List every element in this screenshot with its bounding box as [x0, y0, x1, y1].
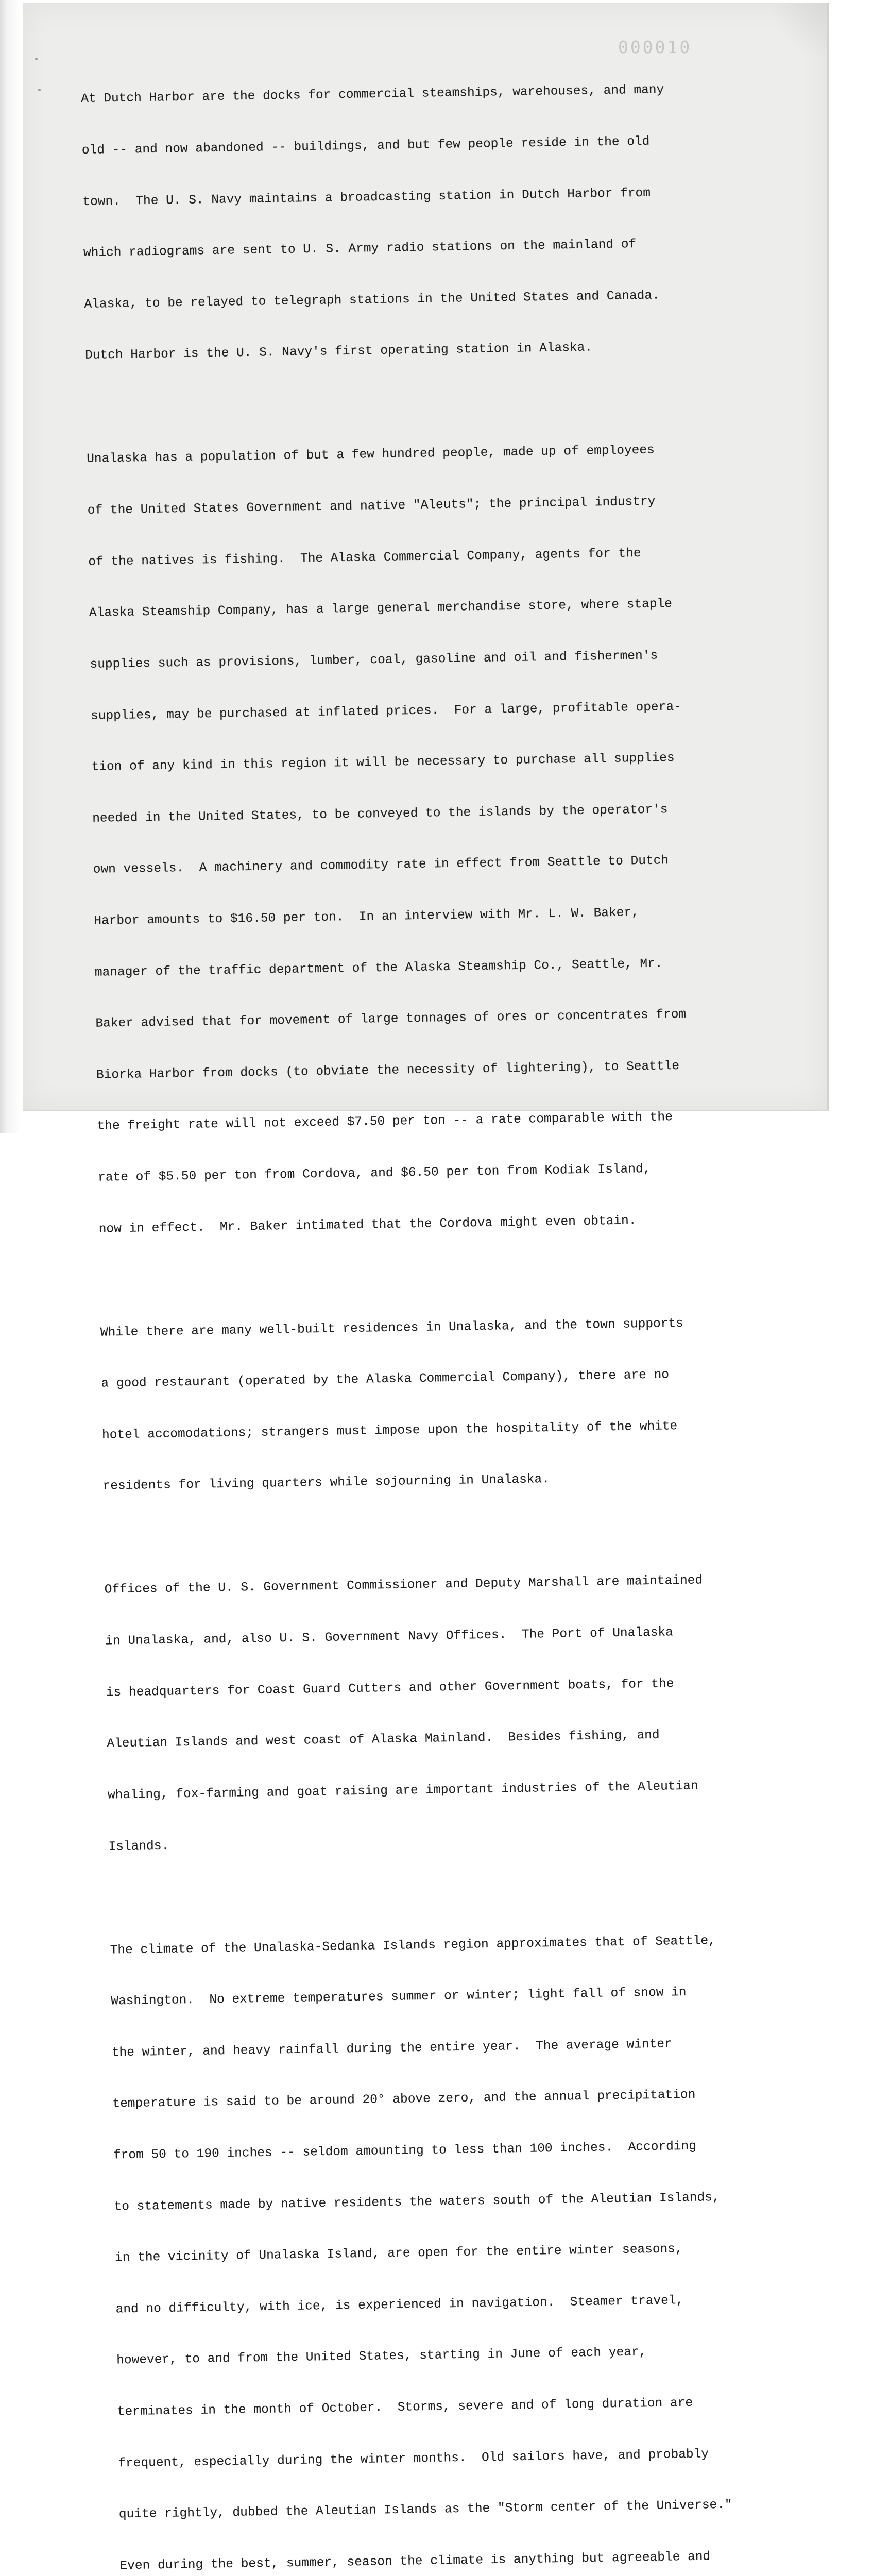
- text-line: residents for living quarters while sojourning in Unalaska.: [102, 1472, 550, 1494]
- text-line: frequent, especially during the winter months. Old sailors have, and probably: [118, 2447, 709, 2471]
- paragraph-unalaska-population: [86, 405, 820, 1272]
- text-line: however, to and from the United States, starting in June of each year,: [116, 2345, 647, 2368]
- text-line: which radiograms are sent to U. S. Army radio stations on the mainland of: [83, 238, 637, 261]
- paragraph-climate: [109, 1896, 847, 2576]
- text-line: now in effect. Mr. Baker intimated that the Cordova might even obtain.: [98, 1213, 637, 1236]
- text-line: to statements made by native residents the waters south of the Aleutian Islands,: [114, 2190, 720, 2214]
- text-line: from 50 to 190 inches -- seldom amounting to less than 100 inches. According: [113, 2139, 697, 2163]
- text-line: At Dutch Harbor are the docks for commercial steamships, warehouses, and many: [81, 83, 664, 107]
- text-line: supplies, may be purchased at inflated prices. For a large, profitable opera-: [90, 700, 681, 723]
- text-line: Harbor amounts to $16.50 per ton. In an interview with Mr. L. W. Baker,: [94, 906, 640, 928]
- text-line: terminates in the month of October. Storms, severe and of long duration are: [117, 2396, 693, 2419]
- text-line: rate of $5.50 per ton from Cordova, and $6.50 per ton from Kodiak Island,: [97, 1162, 651, 1185]
- text-line: Washington. No extreme temperatures summer or winter; light fall of snow in: [111, 1986, 687, 2009]
- paragraph-government-offices: [104, 1536, 830, 1890]
- text-line: tion of any kind in this region it will be necessary to purchase all supplies: [91, 751, 675, 774]
- text-line: temperature is said to be around 20° above zero, and the annual precipitation: [112, 2088, 696, 2111]
- text-line: and no difficulty, with ice, is experienced in navigation. Steamer travel,: [115, 2293, 684, 2317]
- scan-speck: [38, 89, 41, 91]
- text-line: Baker advised that for movement of large tonnages of ores or concentrates from: [95, 1007, 687, 1031]
- text-line: Offices of the U. S. Government Commissioner and Deputy Marshall are maintained: [104, 1573, 703, 1598]
- paragraph-residences: [100, 1279, 825, 1530]
- text-line: town. The U. S. Navy maintains a broadcasting station in Dutch Harbor from: [82, 186, 651, 209]
- text-line: Dutch Harbor is the U. S. Navy's first operating station in Alaska.: [84, 341, 593, 363]
- scan-speck: [35, 58, 38, 60]
- text-line: manager of the traffic department of the Alaska Steamship Co., Seattle, Mr.: [94, 957, 663, 980]
- text-line: is headquarters for Coast Guard Cutters and other Government boats, for the: [106, 1676, 674, 1700]
- text-line: Aleutian Islands and west coast of Alaska Mainland. Besides fishing, and: [107, 1728, 660, 1751]
- text-line: The climate of the Unalaska-Sedanka Islands region approximates that of Seattle,: [110, 1934, 716, 1958]
- text-line: Islands.: [108, 1839, 169, 1854]
- text-line: quite rightly, dubbed the Aleutian Islands as the "Storm center of the Universe.": [118, 2498, 732, 2522]
- text-line: Unalaska has a population of but a few hundred people, made up of employees: [87, 444, 655, 467]
- text-line: hotel accomodations; strangers must impose upon the hospitality of the white: [101, 1419, 678, 1443]
- text-line: needed in the United States, to be conveyed to the islands by the operator's: [92, 803, 668, 826]
- text-line: Even during the best, summer, season the climate is anything but agreeable and: [119, 2550, 711, 2573]
- text-line: whaling, fox-farming and goat raising are important industries of the Aleutian: [107, 1779, 698, 1803]
- document-body: [80, 45, 847, 2576]
- paragraph-dutch-harbor: [80, 45, 807, 399]
- text-line: Alaska Steamship Company, has a large general merchandise store, where staple: [89, 597, 673, 621]
- text-line: in the vicinity of Unalaska Island, are open for the entire winter seasons,: [114, 2242, 683, 2265]
- text-line: the winter, and heavy rainfall during the entire year. The average winter: [111, 2037, 672, 2060]
- text-line: a good restaurant (operated by the Alaska Commercial Company), there are no: [101, 1368, 670, 1391]
- text-line: Biorka Harbor from docks (to obviate the necessity of lightering), to Seattle: [96, 1059, 680, 1082]
- text-line: Alaska, to be relayed to telegraph stations in the United States and Canada.: [84, 289, 660, 312]
- text-line: of the United States Government and native "Aleuts"; the principal industry: [87, 495, 656, 518]
- text-line: the freight rate will not exceed $7.50 per ton -- a rate comparable with the: [97, 1110, 673, 1134]
- text-line: own vessels. A machinery and commodity rate in effect from Seattle to Dutch: [93, 854, 669, 877]
- page-stamp-number: 000010: [618, 37, 692, 57]
- text-line: of the natives is fishing. The Alaska Commercial Company, agents for the: [88, 546, 641, 569]
- text-line: While there are many well-built residences in Unalaska, and the town supports: [100, 1316, 684, 1340]
- text-line: supplies such as provisions, lumber, coal, gasoline and oil and fishermen's: [90, 649, 658, 672]
- text-line: in Unalaska, and, also U. S. Government Navy Offices. The Port of Unalaska: [105, 1625, 674, 1649]
- text-line: old -- and now abandoned -- buildings, and but few people reside in the old: [81, 134, 650, 158]
